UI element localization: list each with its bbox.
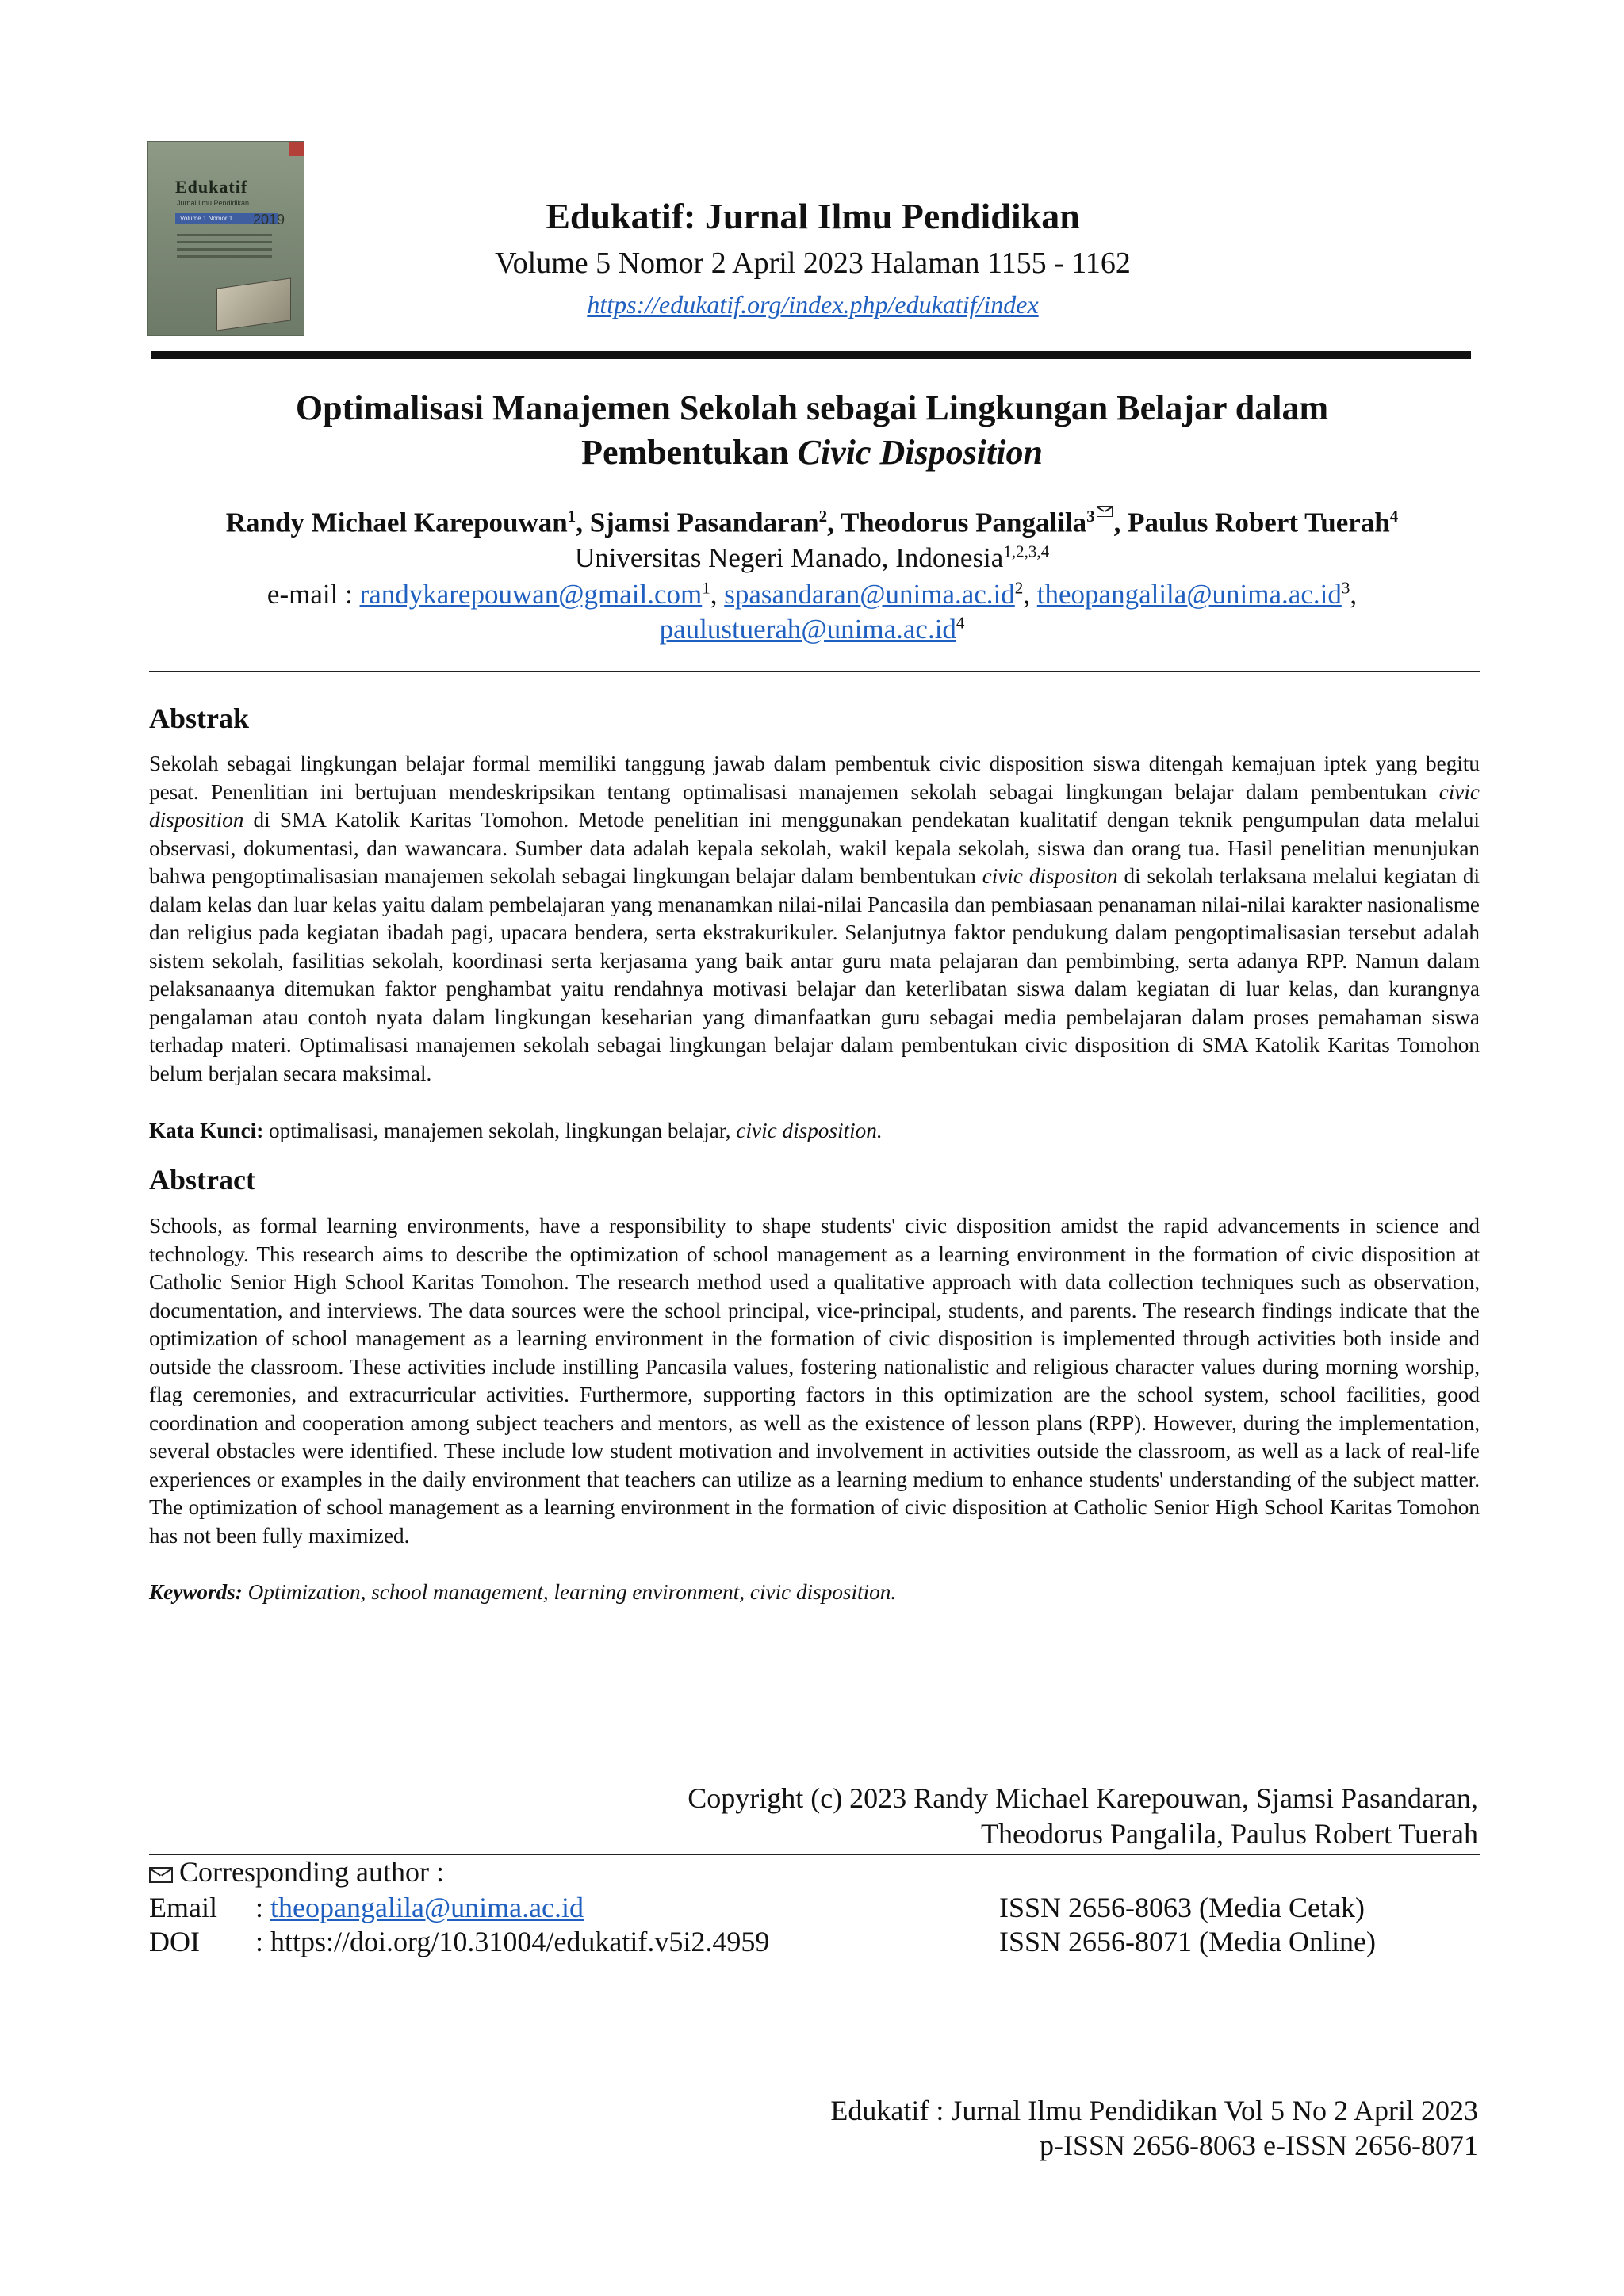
journal-url-link[interactable]: https://edukatif.org/index.php/edukatif/index [587, 290, 1039, 319]
copyright-notice [555, 1781, 1478, 1852]
author-sup-number: 3 [1086, 507, 1095, 526]
article-title-italic: Civic Disposition [797, 433, 1043, 472]
abstrak-italic-1: civic disposition [149, 779, 1480, 832]
cover-corner-mark [289, 142, 304, 156]
email-sup: 1 [702, 578, 710, 598]
abstrak-text-2: di SMA Katolik Karitas Tomohon. Metode penelitian ini menggunakan pendekatan kualitatif dengan teknik pengumpulan data melalui observasi, dokumentasi, dan wawancara. Sumber data adalah kepala sekolah, wakil kepala sekolah, siswa dan orang tua. Hasil penelitian menunjukan bahwa pengoptimalisasian manajemen sekolah sebagai lingkungan belajar dalam bembentukan [149, 808, 1480, 888]
abstract-heading: Abstract [149, 1164, 255, 1196]
cover-year: 2019 [253, 212, 285, 228]
journal-url-line [396, 290, 1229, 320]
abstrak-text-1: Sekolah sebagai lingkungan belajar formal memiliki tanggung jawab dalam pembentuk civic disposition siswa ditengah kemajuan iptek yang begitu pesat. Penenlitian ini bertujuan mendeskripsikan tentang optimalisasi manajemen sekolah sebagai lingkungan belajar dalam pembentukan [149, 752, 1480, 804]
author-sup: 1 [567, 507, 576, 526]
journal-cover-image [147, 141, 304, 336]
abstrak-text-3: di sekolah terlaksana melalui kegiatan di dalam kelas dan luar kelas yaitu dalam pembelajaran yang menanamkan nilai-nilai Pancasila dan pembiasaan penanaman nilai-nilai karakter nasionalisme dan religius pada kegiatan ibadah pagi, upacara bendera, serta ekstrakurikuler. Selanjutnya faktor pendukung dalam pengoptimalisasian tersebut adalah sistem sekolah, fasilitias sekolah, koordinasi serta kerjasama yang baik antar guru mata pelajaran dan pembimbing, serta adanya RPP. Namun dalam pelaksanaanya ditemukan faktor penghambat yaitu rendahnya motivasi belajar dan keterlibatan siswa dalam kegiatan di luar kelas, dan kurangnya pengalaman atau contoh nyata dalam lingkungan keseharian yang dimanfaatkan guru sebagai media pembelajaran dalam proses pemahaman siswa terhadap materi. Optimalisasi manajemen sekolah sebagai lingkungan belajar dalam pembentukan civic disposition di SMA Katolik Karitas Tomohon belum berjalan secara maksimal. [149, 864, 1480, 1085]
author-sup [1086, 507, 1114, 526]
article-title-line1: Optimalisasi Manajemen Sekolah sebagai Lingkungan Belajar dalam [295, 388, 1329, 427]
affiliation-text: Universitas Negeri Manado, Indonesia [574, 542, 1004, 573]
cover-band-label: Volume 1 Nomor 1 [180, 215, 233, 222]
affiliation-sup: 1,2,3,4 [1003, 541, 1050, 561]
author-name: Randy Michael Karepouwan [225, 507, 568, 538]
email-label: e-mail : [266, 579, 360, 610]
email-sup: 2 [1014, 578, 1024, 598]
issn-online: ISSN 2656-8071 (Media Online) [999, 1926, 1376, 1957]
email-sup: 4 [956, 613, 965, 633]
author-name: Sjamsi Pasandaran [589, 507, 819, 538]
cover-subtitle: Jurnal Ilmu Pendidikan [177, 199, 250, 207]
footer-doi-row: DOI : https://doi.org/10.31004/edukatif.v5i2.4959 [149, 1926, 770, 1957]
page-footer [634, 2093, 1478, 2163]
email-sup: 3 [1341, 578, 1350, 598]
affiliation [119, 542, 1505, 574]
kata-kunci-italic: civic disposition. [736, 1119, 883, 1142]
author-sup: 2 [818, 507, 828, 526]
keywords [149, 1580, 1480, 1605]
cover-title: Edukatif [175, 177, 248, 197]
abstrak-italic-2: civic dispositon [982, 864, 1118, 888]
header-thick-rule [151, 351, 1471, 359]
email-link[interactable]: spasandaran@unima.ac.id [724, 579, 1015, 610]
footer-email-link[interactable]: theopangalila@unima.ac.id [270, 1892, 584, 1923]
author-list [119, 506, 1505, 539]
kata-kunci-label: Kata Kunci: [149, 1119, 264, 1142]
keywords-label: Keywords: [149, 1580, 243, 1604]
kata-kunci [149, 1119, 1480, 1143]
footer-doi-label: DOI [149, 1926, 200, 1957]
email-link[interactable]: theopangalila@unima.ac.id [1036, 579, 1342, 610]
cover-text-lines [177, 234, 272, 262]
email-link[interactable]: paulustuerah@unima.ac.id [659, 614, 956, 645]
abstrak-heading: Abstrak [149, 702, 250, 734]
corresponding-mail-icon [1097, 506, 1113, 517]
page-footer-line1: Edukatif : Jurnal Ilmu Pendidikan Vol 5 No 2 April 2023 [830, 2095, 1478, 2126]
abstrak-body [149, 750, 1480, 1088]
footer-doi-value: https://doi.org/10.31004/edukatif.v5i2.4959 [270, 1926, 770, 1957]
author-sup: 4 [1389, 507, 1399, 526]
footer-email-row: Email : theopangalila@unima.ac.id [149, 1892, 584, 1923]
author-sep: , [827, 507, 841, 538]
title-divider [149, 671, 1480, 672]
article-title [159, 386, 1465, 475]
cover-book-illustration [216, 277, 291, 331]
copyright-line1: Copyright (c) 2023 Randy Michael Karepouwan, Sjamsi Pasandaran, [688, 1782, 1478, 1814]
author-name: Theodorus Pangalila [840, 507, 1087, 538]
issn-print: ISSN 2656-8063 (Media Cetak) [999, 1892, 1365, 1923]
kata-kunci-text: optimalisasi, manajemen sekolah, lingkungan belajar, [263, 1119, 737, 1142]
author-name: Paulus Robert Tuerah [1128, 507, 1390, 538]
copyright-line2: Theodorus Pangalila, Paulus Robert Tuerah [981, 1818, 1478, 1850]
keywords-text: Optimization, school management, learning environment, civic disposition. [242, 1580, 897, 1604]
journal-volume-line: Volume 5 Nomor 2 April 2023 Halaman 1155 - 1162 [495, 247, 1131, 280]
email-link[interactable]: randykarepouwan@gmail.com [359, 579, 703, 610]
corresponding-author-row [149, 1855, 444, 1888]
email-list: e-mail : randykarepouwan@gmail.com$^1$, $spasandaran@unima.ac.id^2$, $theopangalila@unima.ac.id^3$, $paulustuerah@unima.ac.id^4$ [266, 578, 1358, 645]
author-sep: , [1113, 507, 1128, 538]
abstract-body: Schools, as formal learning environments, have a responsibility to shape students' civic disposition amidst the rapid advancements in science and technology. This research aims to describe the optimization of school management as a learning environment in the formation of civic disposition at Catholic Senior High School Karitas Tomohon. The research method used a qualitative approach with data collection techniques such as observation, documentation, and interviews. The data sources were the school principal, vice-principal, students, and parents. The research findings indicate that the optimization of school management as a learning environment in the formation of civic disposition is implemented through activities both inside and outside the classroom. These activities include instilling Pancasila values, fostering nationalistic and religious character values during morning worship, flag ceremonies, and extracurricular activities. Furthermore, supporting factors in this optimization are the school system, school facilities, good coordination and cooperation among subject teachers and mentors, as well as the existence of lesson plans (RPP). However, during the implementation, several obstacles were identified. These include low student motivation and involvement in activities outside the classroom, as well as a lack of real-life experiences or examples in the daily environment that teachers can utilize as a learning medium to enhance students' understanding of the subject matter. The optimization of school management as a learning environment in the formation of civic disposition at Catholic Senior High School Karitas Tomohon has not been fully maximized. [149, 1214, 1480, 1548]
footer-email-label: Email [149, 1892, 217, 1923]
journal-name: Edukatif: Jurnal Ilmu Pendidikan [546, 196, 1080, 236]
page-footer-line2: p-ISSN 2656-8063 e-ISSN 2656-8071 [1040, 2130, 1478, 2161]
envelope-icon [149, 1867, 173, 1883]
author-sep: , [576, 507, 590, 538]
article-title-line2: Pembentukan [581, 433, 798, 472]
corresponding-label: Corresponding author : [179, 1856, 444, 1888]
